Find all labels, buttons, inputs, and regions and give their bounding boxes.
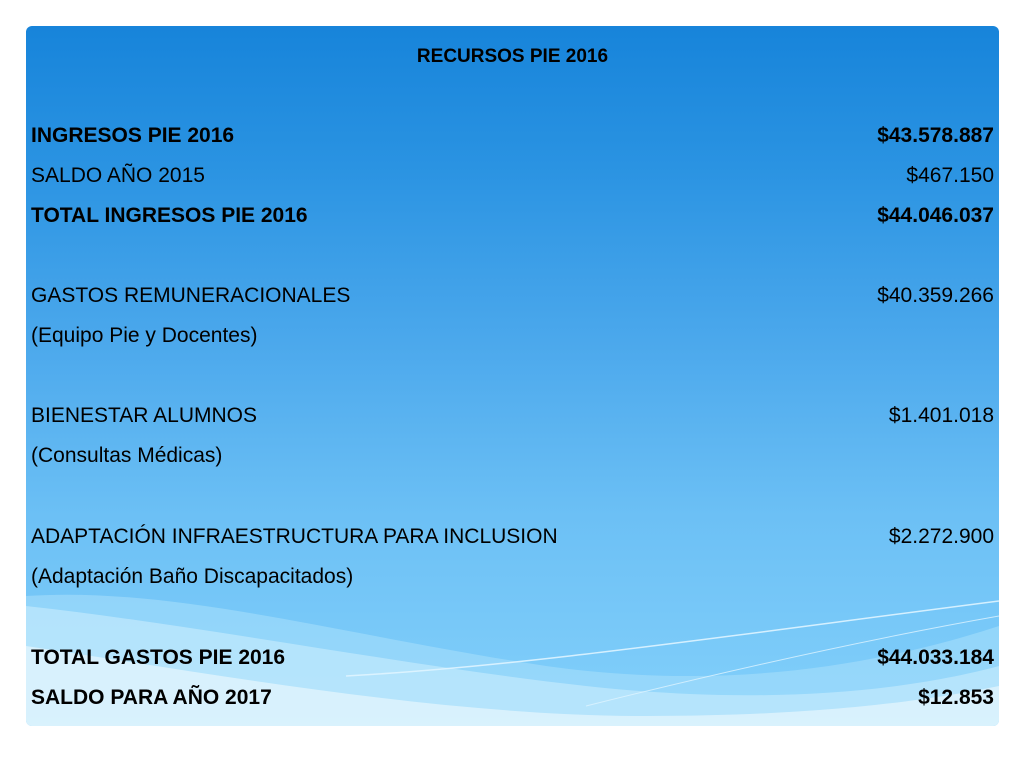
row-amount: $43.578.887: [877, 124, 994, 147]
row-label: (Adaptación Baño Discapacitados): [31, 565, 354, 588]
row-label: SALDO AÑO 2015: [31, 164, 205, 187]
row-label: SALDO PARA AÑO 2017: [31, 686, 272, 709]
row-saldo-2015: [31, 161, 994, 191]
row-label: (Consultas Médicas): [31, 444, 223, 467]
row-adaptacion: [31, 522, 994, 552]
row-total-ingresos: [31, 201, 994, 231]
row-label: BIENESTAR ALUMNOS: [31, 404, 257, 427]
row-amount: $44.046.037: [877, 204, 994, 227]
content: [26, 26, 999, 726]
row-amount: $12.853: [918, 686, 994, 709]
row-saldo-2017: [31, 683, 994, 713]
row-ingresos: [31, 121, 994, 151]
row-gastos-remuneracionales: [31, 281, 994, 311]
row-amount: $467.150: [906, 164, 994, 187]
row-amount: $2.272.900: [888, 525, 994, 548]
row-label: (Equipo Pie y Docentes): [31, 324, 258, 347]
row-total-gastos: [31, 643, 994, 673]
blue-panel: [26, 26, 999, 726]
row-label: GASTOS REMUNERACIONALES: [31, 284, 351, 307]
row-bienestar: [31, 401, 994, 431]
row-amount: $40.359.266: [877, 284, 994, 307]
row-label: TOTAL GASTOS PIE 2016: [31, 646, 286, 669]
row-amount: $44.033.184: [877, 646, 994, 669]
row-gastos-note: [31, 321, 994, 351]
row-label: INGRESOS PIE 2016: [31, 124, 235, 147]
row-amount: $1.401.018: [888, 404, 994, 427]
row-bienestar-note: [31, 441, 994, 471]
row-adaptacion-note: [31, 562, 994, 592]
row-label: ADAPTACIÓN INFRAESTRUCTURA PARA INCLUSION: [31, 525, 558, 548]
slide-title: RECURSOS PIE 2016: [416, 46, 609, 67]
row-label: TOTAL INGRESOS PIE 2016: [31, 204, 308, 227]
